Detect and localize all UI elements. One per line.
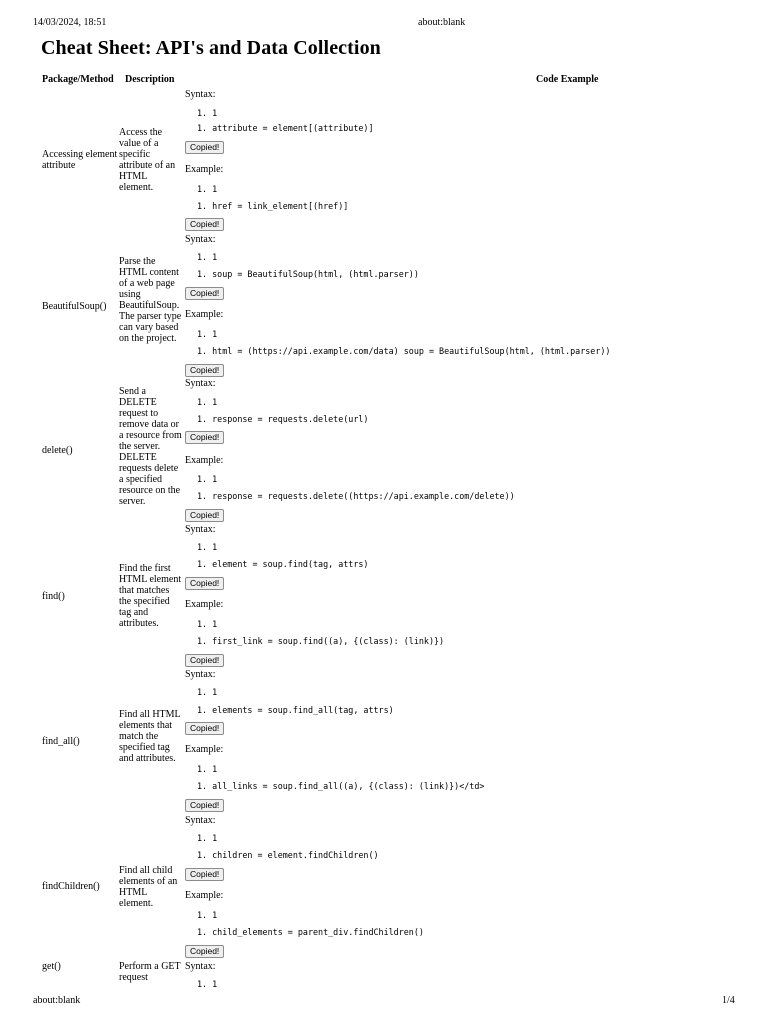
package-cell: delete() — [42, 445, 73, 456]
column-header-description: Description — [125, 74, 175, 85]
description-cell: Access the value of a specific attribute of an HTML element. — [119, 127, 176, 193]
syntax-label: Syntax: — [185, 669, 216, 680]
copy-example-button[interactable]: Copied! — [185, 799, 224, 812]
copy-example-button[interactable]: Copied! — [185, 509, 224, 522]
example-label: Example: — [185, 309, 224, 320]
line-count: 1. 1 — [197, 910, 218, 920]
syntax-label: Syntax: — [185, 815, 216, 826]
column-header-package: Package/Method — [42, 74, 114, 85]
line-count: 1. 1 — [197, 397, 218, 407]
line-count: 1. 1 — [197, 619, 218, 629]
syntax-label: Syntax: — [185, 89, 216, 100]
example-label: Example: — [185, 744, 224, 755]
page-number: 1/4 — [722, 995, 735, 1006]
example-code-line: 1. href = link_element[(href)] — [197, 201, 349, 211]
copy-syntax-button[interactable]: Copied! — [185, 577, 224, 590]
package-cell: get() — [42, 961, 61, 972]
line-count: 1. 1 — [197, 542, 218, 552]
package-cell: find_all() — [42, 736, 80, 747]
line-count: 1. 1 — [197, 687, 218, 697]
syntax-code-line: 1. element = soup.find(tag, attrs) — [197, 559, 369, 569]
description-cell: Perform a GET request — [119, 961, 181, 983]
package-cell: find() — [42, 591, 65, 602]
syntax-code-line: 1. soup = BeautifulSoup(html, (html.parser)) — [197, 269, 419, 279]
line-count: 1. 1 — [197, 833, 218, 843]
print-header-date: 14/03/2024, 18:51 — [33, 17, 107, 28]
copy-syntax-button[interactable]: Copied! — [185, 431, 224, 444]
syntax-code-line: 1. elements = soup.find_all(tag, attrs) — [197, 705, 394, 715]
example-label: Example: — [185, 455, 224, 466]
syntax-code-line: 1. response = requests.delete(url) — [197, 414, 369, 424]
syntax-label: Syntax: — [185, 378, 216, 389]
description-cell: Find the first HTML element that matches the specified tag and attributes. — [119, 563, 182, 629]
copy-example-button[interactable]: Copied! — [185, 654, 224, 667]
copy-syntax-button[interactable]: Copied! — [185, 141, 224, 154]
example-code-line: 1. first_link = soup.find((a), {(class): (link)}) — [197, 636, 445, 646]
package-cell: Accessing element attribute — [42, 149, 118, 171]
description-cell: Send a DELETE request to remove data or a resource from the server. DELETE requests delete a specified resource on the server. — [119, 386, 182, 507]
syntax-label: Syntax: — [185, 234, 216, 245]
description-cell: Find all child elements of an HTML element. — [119, 865, 178, 909]
example-label: Example: — [185, 599, 224, 610]
syntax-code-line: 1. children = element.findChildren() — [197, 850, 379, 860]
description-cell: Find all HTML elements that match the specified tag and attributes. — [119, 709, 181, 764]
description-cell: Parse the HTML content of a web page using BeautifulSoup. The parser type can vary based on the project. — [119, 256, 182, 344]
copy-syntax-button[interactable]: Copied! — [185, 722, 224, 735]
print-footer-url: about:blank — [33, 995, 81, 1006]
example-label: Example: — [185, 890, 224, 901]
copy-example-button[interactable]: Copied! — [185, 364, 224, 377]
page-title: Cheat Sheet: API's and Data Collection — [41, 37, 381, 59]
syntax-label: Syntax: — [185, 961, 216, 972]
example-code-line: 1. all_links = soup.find_all((a), {(class): (link)})</td> — [197, 781, 485, 791]
line-count: 1. 1 — [197, 764, 218, 774]
syntax-code-line: 1. attribute = element[(attribute)] — [197, 123, 374, 133]
example-code-line: 1. child_elements = parent_div.findChildren() — [197, 927, 424, 937]
package-cell: findChildren() — [42, 881, 100, 892]
syntax-label: Syntax: — [185, 524, 216, 535]
line-count: 1. 1 — [197, 979, 218, 989]
example-label: Example: — [185, 164, 224, 175]
line-count: 1. 1 — [197, 329, 218, 339]
copy-syntax-button[interactable]: Copied! — [185, 868, 224, 881]
example-code-line: 1. html = (https://api.example.com/data) soup = BeautifulSoup(html, (html.parser)) — [197, 346, 611, 356]
line-count: 1. 1 — [197, 108, 218, 118]
line-count: 1. 1 — [197, 252, 218, 262]
package-cell: BeautifulSoup() — [42, 301, 107, 312]
example-code-line: 1. response = requests.delete((https://api.example.com/delete)) — [197, 491, 515, 501]
column-header-code: Code Example — [536, 74, 599, 85]
copy-example-button[interactable]: Copied! — [185, 218, 224, 231]
copy-example-button[interactable]: Copied! — [185, 945, 224, 958]
print-header-url: about:blank — [418, 17, 466, 28]
copy-syntax-button[interactable]: Copied! — [185, 287, 224, 300]
line-count: 1. 1 — [197, 184, 218, 194]
line-count: 1. 1 — [197, 474, 218, 484]
